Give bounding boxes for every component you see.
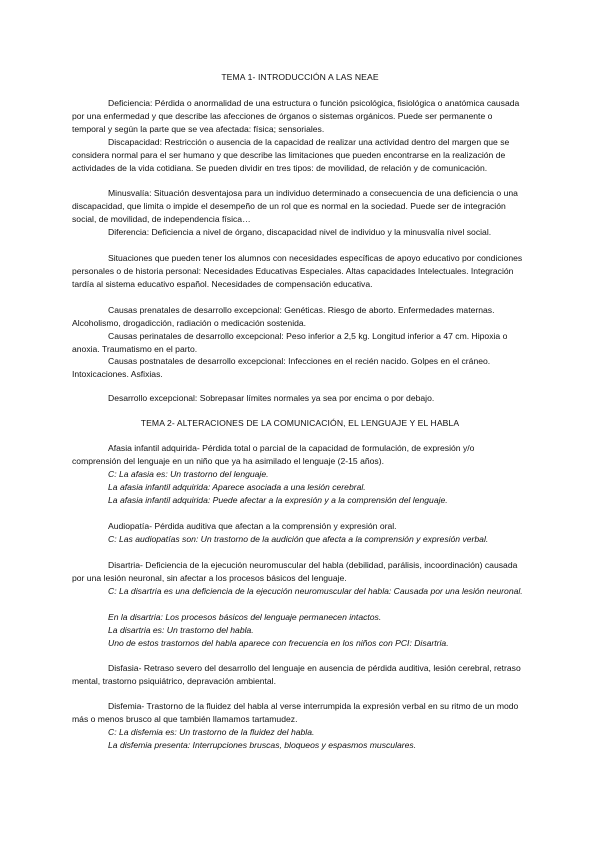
- disartria-question-3: La disartria es: Un trastorno del habla.: [108, 625, 254, 635]
- disfemia-question-1: C: La disfemia es: Un trastorno de la fluidez del habla.: [108, 727, 315, 737]
- afasia-question-2: La afasia infantil adquirida: Aparece asociada a una lesión cerebral.: [108, 482, 366, 492]
- audiopatia-definition: Audiopatía- Pérdida auditiva que afectan a la comprensión y expresión oral.: [108, 521, 397, 531]
- deficiencia-definition: Deficiencia: Pérdida o anormalidad de una estructura o función psicológica, fisiológica o anatómica causada por una enfermedad y que describe las afecciones de órganos o sistemas orgánicos. Puede ser permanente o temporal y según la parte que se vea afectada: física; sensoriales.: [72, 98, 520, 134]
- audiopatia-question-1: C: Las audiopatías son: Un trastorno de la audición que afecta a la comprensión y expresión verbal.: [108, 534, 489, 544]
- disfemia-definition: Disfemia- Trastorno de la fluidez del habla al verse interrumpida la expresión verbal en su ritmo de un modo más o menos brusco al que también llamamos tartamudez.: [72, 701, 519, 724]
- causas-prenatales: Causas prenatales de desarrollo excepcional: Genéticas. Riesgo de aborto. Enfermedades maternas. Alcoholismo, drogadicción, radiación o medicación sostenida.: [72, 305, 495, 328]
- minusvalia-definition: Minusvalía: Situación desventajosa para un individuo determinado a consecuencia de una deficiencia o una discapacidad, que limita o impide el desempeño de un rol que es normal en la sociedad. Puede ser de integración social, de movilidad, de independencia física…: [72, 188, 518, 224]
- afasia-definition: Afasia infantil adquirida- Pérdida total o parcial de la capacidad de formulación, de expresión y/o comprensión del lenguaje en un niño que ya ha asimilado el lenguaje (2-15 años).: [72, 443, 475, 466]
- tema1-title: TEMA 1- INTRODUCCIÓN A LAS NEAE: [221, 72, 379, 82]
- disfemia-question-2: La disfemia presenta: Interrupciones bruscas, bloqueos y espasmos musculares.: [108, 740, 417, 750]
- situaciones-paragraph: Situaciones que pueden tener los alumnos con necesidades específicas de apoyo educativo por condiciones personales o de historia personal: Necesidades Educativas Especiales. Altas capacidades Intelectuales. Integración tardía al sistema educativo español. Necesidades de compensación educativa.: [72, 253, 523, 289]
- discapacidad-definition: Discapacidad: Restricción o ausencia de la capacidad de realizar una actividad dentro del margen que se considera normal para el ser humano y que describe las limitaciones que pueden encontrarse en la realización de actividades de la vida cotidiana. Se pueden dividir en tres tipos: de movilidad, de relación y de comunicación.: [72, 137, 510, 173]
- disfasia-definition: Disfasia- Retraso severo del desarrollo del lenguaje en ausencia de pérdida auditiva, lesión cerebral, retraso mental, trastorno psiquiátrico, depravación ambiental.: [72, 663, 521, 686]
- causas-perinatales: Causas perinatales de desarrollo excepcional: Peso inferior a 2,5 kg. Longitud inferior a 47 cm. Hipoxia o anoxia. Traumatismo en el parto.: [72, 331, 508, 354]
- disartria-question-4: Uno de estos trastornos del habla aparece con frecuencia en los niños con PCI: Disartria.: [108, 638, 449, 648]
- causas-postnatales: Causas postnatales de desarrollo excepcional: Infecciones en el recién nacido. Golpes en el cráneo. Intoxicaciones. Asfixias.: [72, 356, 491, 379]
- afasia-question-1: C: La afasia es: Un trastorno del lenguaje.: [108, 469, 269, 479]
- disartria-definition: Disartria- Deficiencia de la ejecución neuromuscular del habla (debilidad, parálisis, incoordinación) causada por una lesión neuronal, sin afectar a los procesos básicos del lenguaje.: [72, 560, 518, 583]
- disartria-question-2: En la disartria: Los procesos básicos del lenguaje permanecen intactos.: [108, 612, 382, 622]
- disartria-question-1: C: La disartria es una deficiencia de la ejecución neuromuscular del habla: Causada por una lesión neuronal.: [108, 586, 523, 596]
- diferencia-definition: Diferencia: Deficiencia a nivel de órgano, discapacidad nivel de individuo y la minusvalía nivel social.: [108, 227, 492, 237]
- afasia-question-3: La afasia infantil adquirida: Puede afectar a la expresión y a la comprensión del lenguaje.: [108, 495, 448, 505]
- desarrollo-excepcional: Desarrollo excepcional: Sobrepasar límites normales ya sea por encima o por debajo.: [108, 393, 435, 403]
- tema2-title: TEMA 2- ALTERACIONES DE LA COMUNICACIÓN, EL LENGUAJE Y EL HABLA: [140, 418, 460, 428]
